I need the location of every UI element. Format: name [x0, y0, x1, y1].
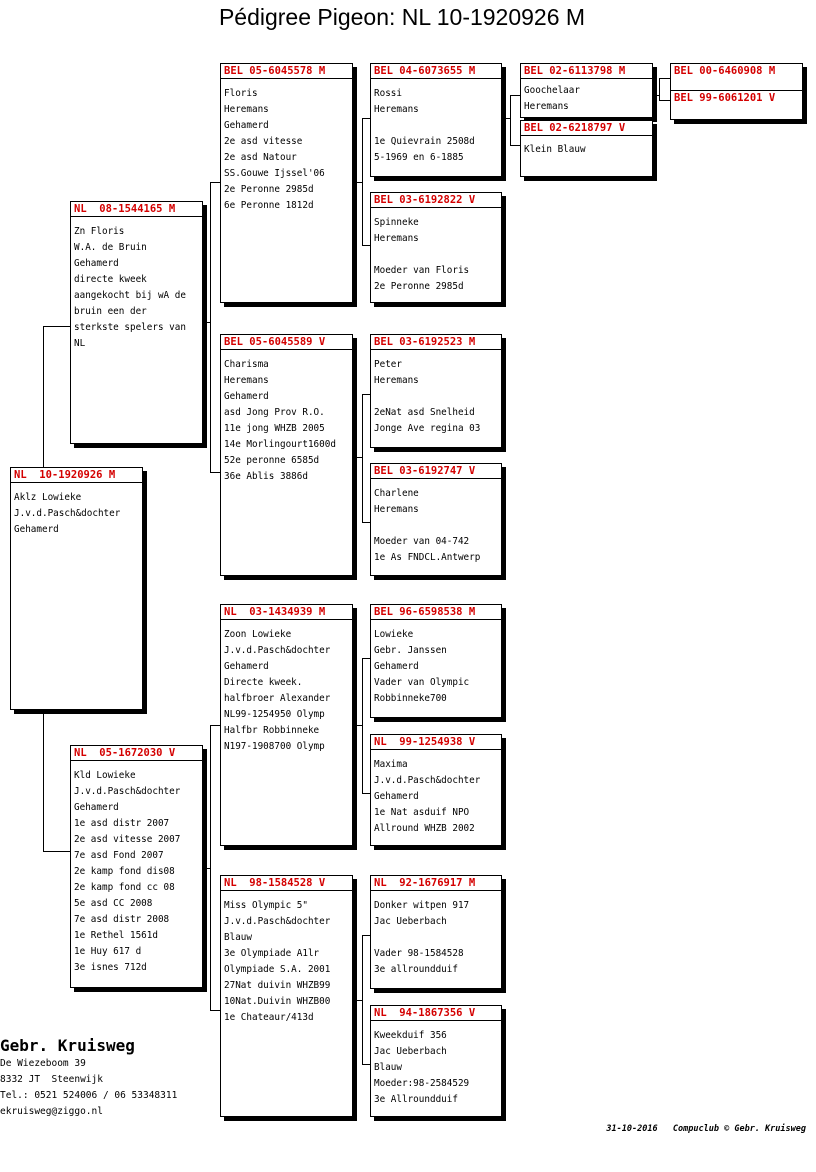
detail-line: Kld Lowieke — [74, 770, 136, 781]
detail-line — [374, 518, 501, 534]
ring-number: NL 98-1584528 V — [221, 876, 352, 891]
connector-line — [659, 78, 660, 100]
detail-line: J.v.d.Pasch&dochter — [224, 645, 331, 656]
detail-line: 1e Nat asduif NPO — [374, 807, 470, 818]
pigeon-details — [521, 136, 652, 158]
detail-line: Heremans — [374, 504, 419, 515]
detail-line: Allround WHZB 2002 — [374, 823, 475, 834]
ring-number: BEL 05-6045578 M — [221, 64, 352, 79]
connector-line — [362, 658, 363, 793]
breeder-name: Gebr. Kruisweg — [0, 1036, 135, 1055]
ring-number: BEL 02-6218797 V — [521, 121, 652, 136]
breeder-phone: Tel.: 0521 524006 / 06 53348311 — [0, 1090, 178, 1101]
detail-line: 5e asd CC 2008 — [74, 898, 153, 909]
connector-line — [362, 118, 363, 245]
detail-line: Kweekduif 356 — [374, 1030, 447, 1041]
pigeon-details — [371, 620, 501, 707]
detail-line: 11e jong WHZB 2005 — [224, 423, 325, 434]
connector-line — [362, 394, 363, 522]
connector-line — [43, 710, 44, 852]
pigeon-card-gen3 — [370, 463, 502, 576]
pigeon-card-gen3 — [370, 63, 502, 177]
detail-line — [374, 118, 501, 134]
detail-line: J.v.d.Pasch&dochter — [74, 786, 181, 797]
detail-line: Lowieke — [374, 629, 414, 640]
ring-number: BEL 03-6192747 V — [371, 464, 501, 479]
pigeon-details — [11, 483, 142, 538]
detail-line: 36e Ablis 3886d — [224, 471, 308, 482]
detail-line: 2e Peronne 2985d — [374, 281, 464, 292]
ring-number: BEL 04-6073655 M — [371, 64, 501, 79]
detail-line: 3e allroundduif — [374, 964, 458, 975]
detail-line: 7e asd distr 2008 — [74, 914, 170, 925]
detail-line: Gehamerd — [14, 524, 59, 535]
detail-line: 14e Morlingourt1600d — [224, 439, 336, 450]
ring-number: NL 99-1254938 V — [371, 735, 501, 750]
detail-line: SS.Gouwe Ijssel'06 — [224, 168, 325, 179]
detail-line: 5-1969 en 6-1885 — [374, 152, 464, 163]
ring-number: BEL 00-6460908 M — [674, 65, 776, 77]
breeder-info — [0, 1036, 177, 1120]
detail-line: Vader 98-1584528 — [374, 948, 464, 959]
pigeon-details — [221, 79, 352, 214]
detail-line: 27Nat duivin WHZB99 — [224, 980, 331, 991]
detail-line: directe kweek — [74, 274, 147, 285]
pigeon-details — [371, 479, 501, 566]
detail-line: Zoon Lowieke — [224, 629, 292, 640]
detail-line: Gehamerd — [374, 661, 419, 672]
ring-number: NL 03-1434939 M — [221, 605, 352, 620]
detail-line: Vader van Olympic — [374, 677, 470, 688]
detail-line: Jac Ueberbach — [374, 1046, 447, 1057]
detail-line: 2e asd vitesse — [224, 136, 303, 147]
pigeon-card-gen5 — [670, 63, 803, 91]
detail-line: Floris — [224, 88, 258, 99]
pigeon-card-dam — [70, 745, 203, 988]
ring-number: BEL 05-6045589 V — [221, 335, 352, 350]
detail-line: J.v.d.Pasch&dochter — [224, 916, 331, 927]
detail-line: Olympiade S.A. 2001 — [224, 964, 331, 975]
pigeon-details — [221, 620, 352, 755]
detail-line: 1e Rethel 1561d — [74, 930, 158, 941]
detail-line: Heremans — [524, 101, 569, 112]
detail-line: 3e Olympiade A1lr — [224, 948, 320, 959]
pigeon-card-gen3 — [370, 604, 502, 718]
detail-line: bruin een der — [74, 306, 147, 317]
pigeon-details — [221, 350, 352, 485]
detail-line: Gehamerd — [224, 120, 269, 131]
detail-line: 52e peronne 6585d — [224, 455, 320, 466]
ring-number: NL 94-1867356 V — [371, 1006, 501, 1021]
detail-line: Directe kweek. — [224, 677, 303, 688]
detail-line: asd Jong Prov R.O. — [224, 407, 325, 418]
detail-line: 2eNat asd Snelheid — [374, 407, 475, 418]
pigeon-details — [71, 761, 202, 976]
detail-line: Spinneke — [374, 217, 419, 228]
ring-number: BEL 02-6113798 M — [521, 64, 652, 79]
detail-line: J.v.d.Pasch&dochter — [14, 508, 121, 519]
connector-line — [43, 326, 71, 327]
pigeon-card-sire — [70, 201, 203, 444]
detail-line: 2e asd vitesse 2007 — [74, 834, 181, 845]
detail-line: Heremans — [374, 375, 419, 386]
detail-line: Jac Ueberbach — [374, 916, 447, 927]
pigeon-details — [371, 891, 501, 978]
detail-line: Goochelaar — [524, 85, 580, 96]
detail-line — [374, 247, 501, 263]
detail-line: Peter — [374, 359, 402, 370]
detail-line: Jonge Ave regina 03 — [374, 423, 481, 434]
connector-line — [510, 95, 511, 145]
detail-line: Gehamerd — [374, 791, 419, 802]
detail-line: 1e As FNDCL.Antwerp — [374, 552, 481, 563]
detail-line: Blauw — [374, 1062, 402, 1073]
detail-line: Donker witpen 917 — [374, 900, 470, 911]
detail-line: 2e kamp fond dis08 — [74, 866, 175, 877]
ring-number: NL 08-1544165 M — [71, 202, 202, 217]
pigeon-card-gen3 — [370, 334, 502, 448]
breeder-email: ekruisweg@ziggo.nl — [0, 1106, 103, 1117]
detail-line: 2e asd Natour — [224, 152, 297, 163]
detail-line — [374, 930, 501, 946]
pigeon-details — [371, 208, 501, 295]
detail-line: Zn Floris — [74, 226, 125, 237]
detail-line: Gehamerd — [74, 258, 119, 269]
detail-line: Charlene — [374, 488, 419, 499]
pigeon-card-sire-sire — [220, 63, 353, 303]
breeder-city: 8332 JT Steenwijk — [0, 1074, 103, 1085]
detail-line: Blauw — [224, 932, 252, 943]
page-title: Pédigree Pigeon: NL 10-1920926 M — [218, 4, 586, 30]
ring-number: BEL 96-6598538 M — [371, 605, 501, 620]
detail-line: Gehamerd — [224, 391, 269, 402]
detail-line: 1e Huy 617 d — [74, 946, 142, 957]
detail-line: 3e isnes 712d — [74, 962, 147, 973]
detail-line: Moeder van Floris — [374, 265, 470, 276]
detail-line: Charisma — [224, 359, 269, 370]
pigeon-card-sire-dam — [220, 334, 353, 576]
pigeon-card-gen4 — [520, 120, 653, 177]
detail-line: Gehamerd — [224, 661, 269, 672]
detail-line: 2e kamp fond cc 08 — [74, 882, 175, 893]
detail-line: Heremans — [374, 233, 419, 244]
detail-line: Aklz Lowieke — [14, 492, 82, 503]
ring-number: BEL 03-6192523 M — [371, 335, 501, 350]
pigeon-card-gen4 — [520, 63, 653, 118]
detail-line: W.A. de Bruin — [74, 242, 147, 253]
detail-line: 1e Quievrain 2508d — [374, 136, 475, 147]
detail-line: NL99-1254950 Olymp — [224, 709, 325, 720]
connector-line — [43, 326, 44, 468]
pigeon-details — [371, 750, 501, 837]
detail-line: J.v.d.Pasch&dochter — [374, 775, 481, 786]
ring-number: NL 92-1676917 M — [371, 876, 501, 891]
pigeon-card-gen5 — [670, 90, 803, 120]
pigeon-card-dam-dam — [220, 875, 353, 1117]
detail-line: Klein Blauw — [524, 144, 586, 155]
ring-number: NL 10-1920926 M — [11, 468, 142, 483]
detail-line: 1e asd distr 2007 — [74, 818, 170, 829]
pigeon-card-gen3 — [370, 192, 502, 303]
detail-line: Moeder:98-2584529 — [374, 1078, 470, 1089]
pigeon-details — [371, 79, 501, 166]
breeder-address: De Wiezeboom 39 — [0, 1058, 86, 1069]
detail-line: N197-1908700 Olymp — [224, 741, 325, 752]
detail-line — [374, 389, 501, 405]
detail-line: Halfbr Robbinneke — [224, 725, 320, 736]
ring-number: BEL 03-6192822 V — [371, 193, 501, 208]
detail-line: Robbinneke700 — [374, 693, 447, 704]
detail-line: NL — [74, 338, 86, 349]
detail-line: Miss Olympic 5" — [224, 900, 308, 911]
detail-line: 10Nat.Duivin WHZB00 — [224, 996, 331, 1007]
print-date-credit: 31-10-2016 Compuclub © Gebr. Kruisweg — [606, 1124, 806, 1134]
detail-line: Gebr. Janssen — [374, 645, 447, 656]
connector-line — [210, 182, 211, 472]
pigeon-card-gen3 — [370, 875, 502, 989]
detail-line: Heremans — [224, 375, 269, 386]
detail-line: Maxima — [374, 759, 408, 770]
detail-line: 7e asd Fond 2007 — [74, 850, 164, 861]
pigeon-card-gen3 — [370, 1005, 502, 1117]
detail-line: Heremans — [374, 104, 419, 115]
detail-line: 2e Peronne 2985d — [224, 184, 314, 195]
detail-line: 3e Allroundduif — [374, 1094, 458, 1105]
detail-line: Rossi — [374, 88, 402, 99]
pigeon-details — [71, 217, 202, 352]
detail-line: sterkste spelers van — [74, 322, 186, 333]
pigeon-details — [521, 79, 652, 115]
connector-line — [362, 935, 363, 1064]
connector-line — [43, 851, 71, 852]
ring-number: NL 05-1672030 V — [71, 746, 202, 761]
pigeon-card-dam-sire — [220, 604, 353, 846]
detail-line: halfbroer Alexander — [224, 693, 331, 704]
connector-line — [210, 725, 211, 1010]
detail-line: aangekocht bij wA de — [74, 290, 186, 301]
ring-number: BEL 99-6061201 V — [674, 92, 776, 104]
detail-line: 6e Peronne 1812d — [224, 200, 314, 211]
pigeon-card-gen3 — [370, 734, 502, 846]
pigeon-details — [371, 1021, 501, 1108]
pigeon-details — [371, 350, 501, 437]
detail-line: Heremans — [224, 104, 269, 115]
detail-line: Gehamerd — [74, 802, 119, 813]
detail-line: 1e Chateaur/413d — [224, 1012, 314, 1023]
detail-line: Moeder van 04-742 — [374, 536, 470, 547]
pigeon-card-subject — [10, 467, 143, 710]
pigeon-details — [221, 891, 352, 1026]
